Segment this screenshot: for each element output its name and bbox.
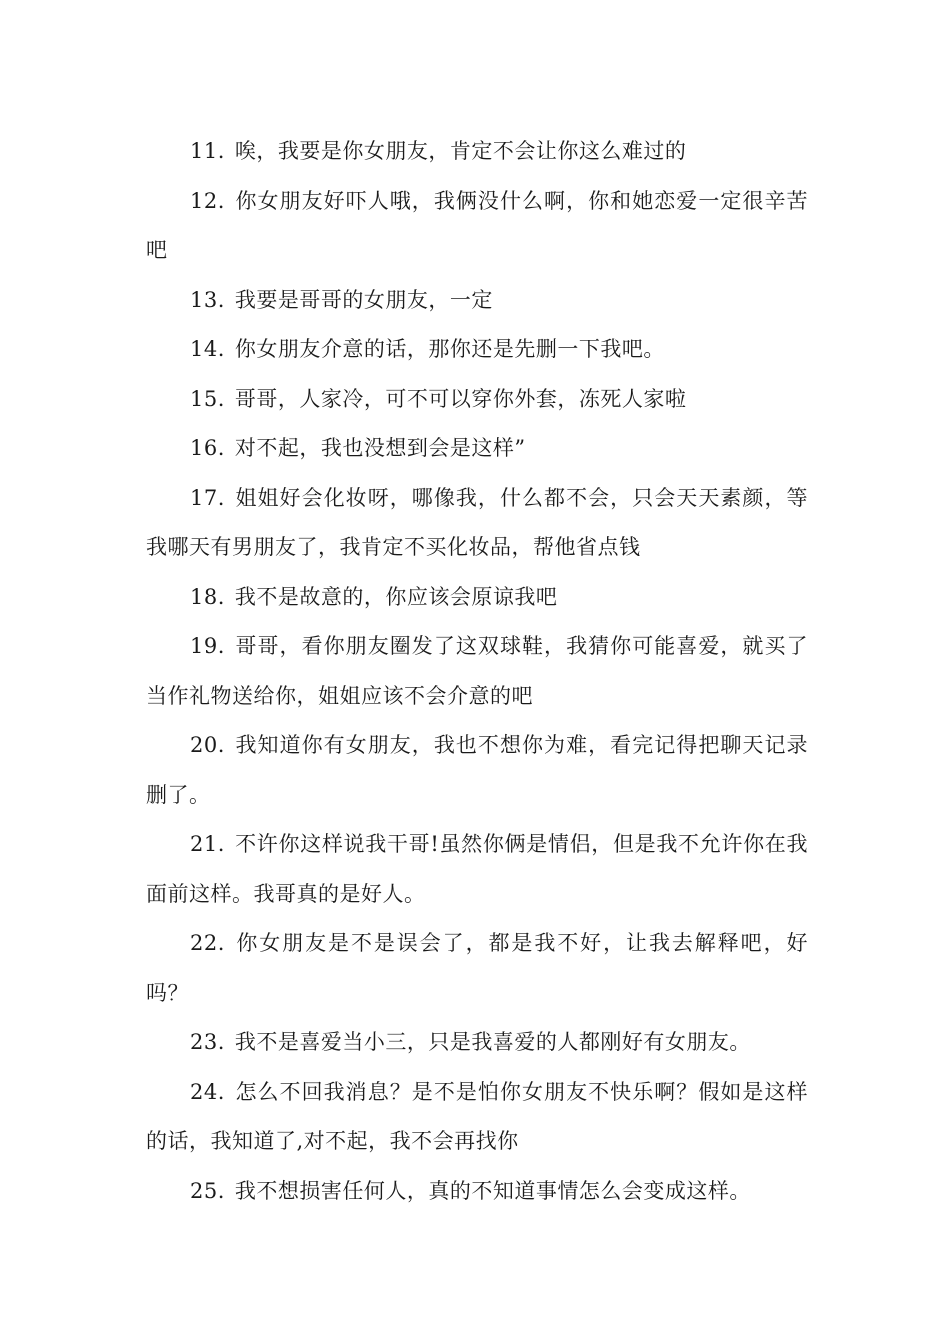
list-item xyxy=(146,1068,808,1167)
list-item xyxy=(146,573,808,623)
item-text: 姐姐好会化妆呀，哪像我，什么都不会，只会天天素颜，等我哪天有男朋友了，我肯定不买化妆品，帮他省点钱 xyxy=(146,485,808,559)
list-item xyxy=(146,325,808,375)
document-body xyxy=(146,127,808,1216)
item-number: 24. xyxy=(190,1079,225,1104)
item-number: 25. xyxy=(190,1178,225,1203)
item-text: 我要是哥哥的女朋友，一定 xyxy=(234,287,493,312)
item-number: 12. xyxy=(190,188,225,213)
item-number: 18. xyxy=(190,584,225,609)
item-text: 我知道你有女朋友，我也不想你为难，看完记得把聊天记录删了。 xyxy=(146,733,808,807)
item-text: 我不是故意的，你应该会原谅我吧 xyxy=(234,584,558,609)
item-text: 不许你这样说我干哥!虽然你俩是情侣，但是我不允许你在我面前这样。我哥真的是好人。 xyxy=(146,832,808,906)
list-item xyxy=(146,919,808,1018)
list-item xyxy=(146,721,808,820)
list-item xyxy=(146,375,808,425)
item-number: 21. xyxy=(190,832,225,856)
item-number: 17. xyxy=(190,485,225,510)
item-number: 15. xyxy=(190,386,225,411)
item-number: 19. xyxy=(190,634,225,658)
list-item xyxy=(146,177,808,276)
item-number: 22. xyxy=(190,931,225,955)
item-text: 我不是喜爱当小三，只是我喜爱的人都刚好有女朋友。 xyxy=(234,1030,751,1054)
list-item xyxy=(146,820,808,919)
list-item xyxy=(146,1018,808,1068)
item-number: 16. xyxy=(190,436,225,460)
list-item xyxy=(146,127,808,177)
list-item xyxy=(146,424,808,474)
item-number: 23. xyxy=(190,1030,225,1054)
item-text: 你女朋友好吓人哦，我俩没什么啊，你和她恋爱一定很辛苦吧 xyxy=(146,188,808,262)
item-text: 怎么不回我消息？是不是怕你女朋友不快乐啊？假如是这样的话，我知道了,对不起，我不会再找你 xyxy=(146,1079,808,1153)
list-item xyxy=(146,474,808,573)
item-text: 我不想损害任何人，真的不知道事情怎么会变成这样。 xyxy=(234,1178,751,1203)
item-number: 11. xyxy=(190,139,225,163)
item-text: 哥哥，看你朋友圈发了这双球鞋，我猜你可能喜爱，就买了当作礼物送给你，姐姐应该不会介意的吧 xyxy=(146,634,808,708)
item-text: 唉，我要是你女朋友，肯定不会让你这么难过的 xyxy=(234,139,687,163)
item-text: 对不起，我也没想到会是这样” xyxy=(234,436,526,460)
item-text: 哥哥，人家冷，可不可以穿你外套，冻死人家啦 xyxy=(234,386,687,411)
item-number: 14. xyxy=(190,337,225,361)
list-item xyxy=(146,1167,808,1217)
item-text: 你女朋友是不是误会了，都是我不好，让我去解释吧，好吗？ xyxy=(146,931,808,1005)
list-item xyxy=(146,622,808,721)
list-item xyxy=(146,276,808,326)
item-text: 你女朋友介意的话，那你还是先删一下我吧。 xyxy=(234,337,665,361)
item-number: 20. xyxy=(190,733,225,757)
item-number: 13. xyxy=(190,287,225,312)
